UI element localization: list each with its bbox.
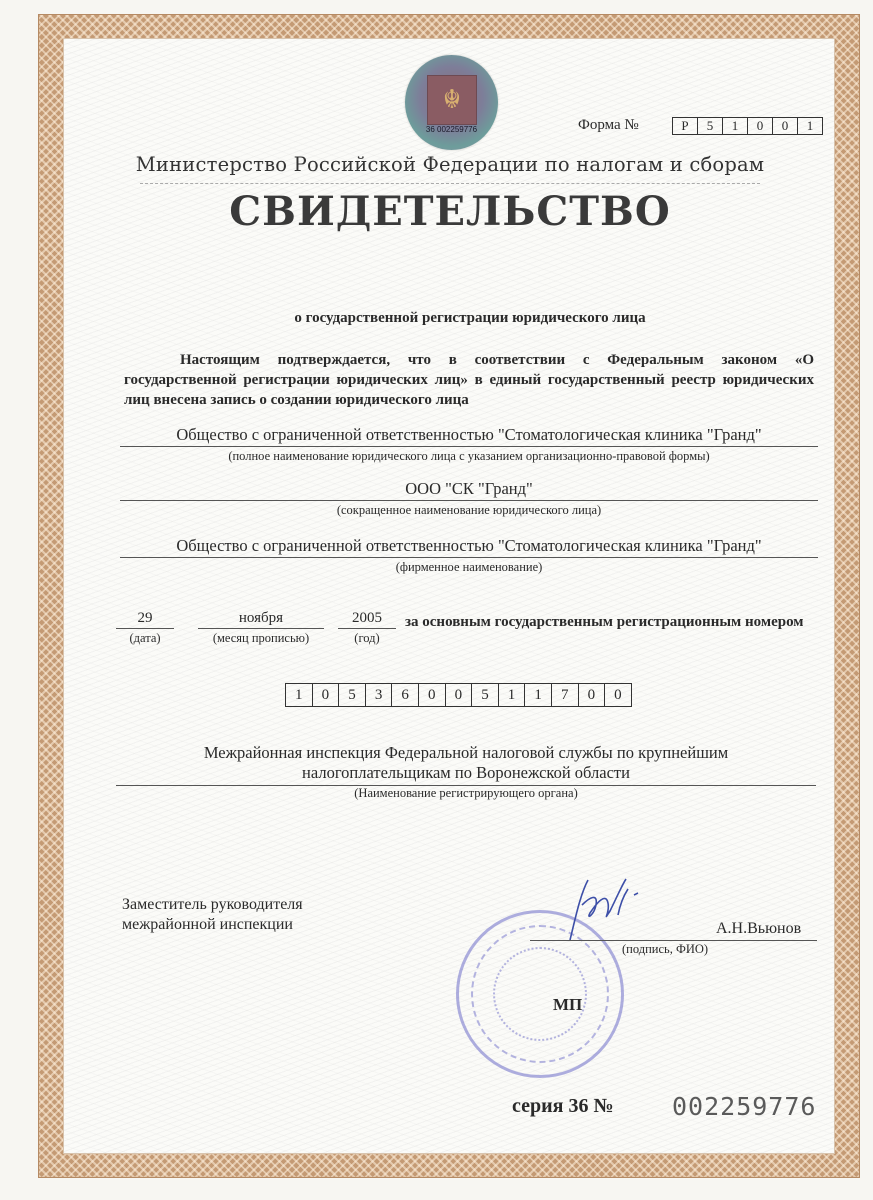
position-line-2: межрайонной инспекции <box>122 916 293 933</box>
ogrn-digit: 5 <box>339 684 366 706</box>
brand-name-caption: (фирменное наименование) <box>395 560 543 574</box>
ogrn-digit: 0 <box>614 687 622 703</box>
date-month-value: ноября <box>198 608 324 629</box>
series-number: 002259776 <box>672 1092 817 1121</box>
ogrn-digit: 1 <box>499 684 526 706</box>
date-month-caption: (месяц прописью) <box>212 631 310 645</box>
ogrn-digit: 0 <box>446 684 473 706</box>
signature-icon <box>550 875 650 945</box>
ogrn-digit: 1 <box>525 684 552 706</box>
form-code-boxes <box>672 117 823 135</box>
ogrn-digit: 5 <box>472 684 499 706</box>
date-year <box>338 608 396 646</box>
ogrn-digit: 0 <box>419 684 446 706</box>
form-code-char: 5 <box>698 118 723 134</box>
registration-number-text: за основным государственным регистрационным номером <box>405 614 804 630</box>
form-code-char: 1 <box>806 118 814 133</box>
date-year-value: 2005 <box>338 608 396 629</box>
statement-paragraph <box>124 350 814 410</box>
form-code-char: Р <box>673 118 698 134</box>
ogrn-digit: 6 <box>392 684 419 706</box>
signature-caption: (подпись, ФИО) <box>622 942 709 956</box>
signatory-name: А.Н.Вьюнов <box>716 920 802 937</box>
short-name-field <box>120 478 818 518</box>
seal-place-mark: МП <box>553 995 583 1014</box>
ogrn-digit: 7 <box>552 684 579 706</box>
date-year-caption: (год) <box>354 631 380 645</box>
hologram-seal <box>405 55 498 150</box>
ogrn-digit: 0 <box>313 684 340 706</box>
date-day-value: 29 <box>116 608 174 629</box>
full-name-caption: (полное наименование юридического лица с указанием организационно-правовой формы) <box>228 449 710 463</box>
authority-line-1: Межрайонная инспекция Федеральной налоговой службы по крупнейшим <box>203 743 729 762</box>
ogrn-boxes <box>285 683 632 707</box>
form-code-char: 0 <box>773 118 798 134</box>
form-code-char: 1 <box>723 118 748 134</box>
date-month <box>198 608 324 646</box>
certificate-title: СВИДЕТЕЛЬСТВО <box>229 188 671 235</box>
signatory-position <box>122 895 303 935</box>
hologram-number: 36 002259776 <box>425 125 478 134</box>
short-name-value: ООО "СК "Гранд" <box>120 478 818 501</box>
brand-name-value: Общество с ограниченной ответственностью "Стоматологическая клиника "Гранд" <box>120 535 818 558</box>
certificate-subtitle: о государственной регистрации юридического лица <box>294 310 646 326</box>
brand-name-field <box>120 535 818 575</box>
position-line-1: Заместитель руководителя <box>122 896 303 913</box>
short-name-caption: (сокращенное наименование юридического лица) <box>336 503 602 517</box>
form-number-label: Форма № <box>578 117 639 133</box>
form-code-char: 0 <box>748 118 773 134</box>
full-name-value: Общество с ограниченной ответственностью "Стоматологическая клиника "Гранд" <box>120 424 818 447</box>
ogrn-digit: 0 <box>579 684 606 706</box>
authority-caption: (Наименование регистрирующего органа) <box>354 786 578 800</box>
statement-text: Настоящим подтверждается, что в соответствии с Федеральным законом «О государственной регистрации юридических лиц» в единый государственный реестр юридических лиц внесена запись о создании юридического лица <box>124 352 814 408</box>
full-name-field <box>120 424 818 464</box>
ministry-divider <box>140 183 760 184</box>
date-day <box>116 608 174 646</box>
ogrn-digit: 1 <box>286 684 313 706</box>
ogrn-digit: 3 <box>366 684 393 706</box>
coat-of-arms-icon: ☬ <box>427 75 477 125</box>
signature-line <box>530 940 817 941</box>
ministry-heading: Министерство Российской Федерации по налогам и сборам <box>135 153 765 176</box>
registering-authority <box>116 743 816 783</box>
series-label: серия 36 № <box>512 1095 614 1117</box>
authority-line-2: налогоплательщикам по Воронежской области <box>302 763 630 782</box>
date-day-caption: (дата) <box>129 631 161 645</box>
